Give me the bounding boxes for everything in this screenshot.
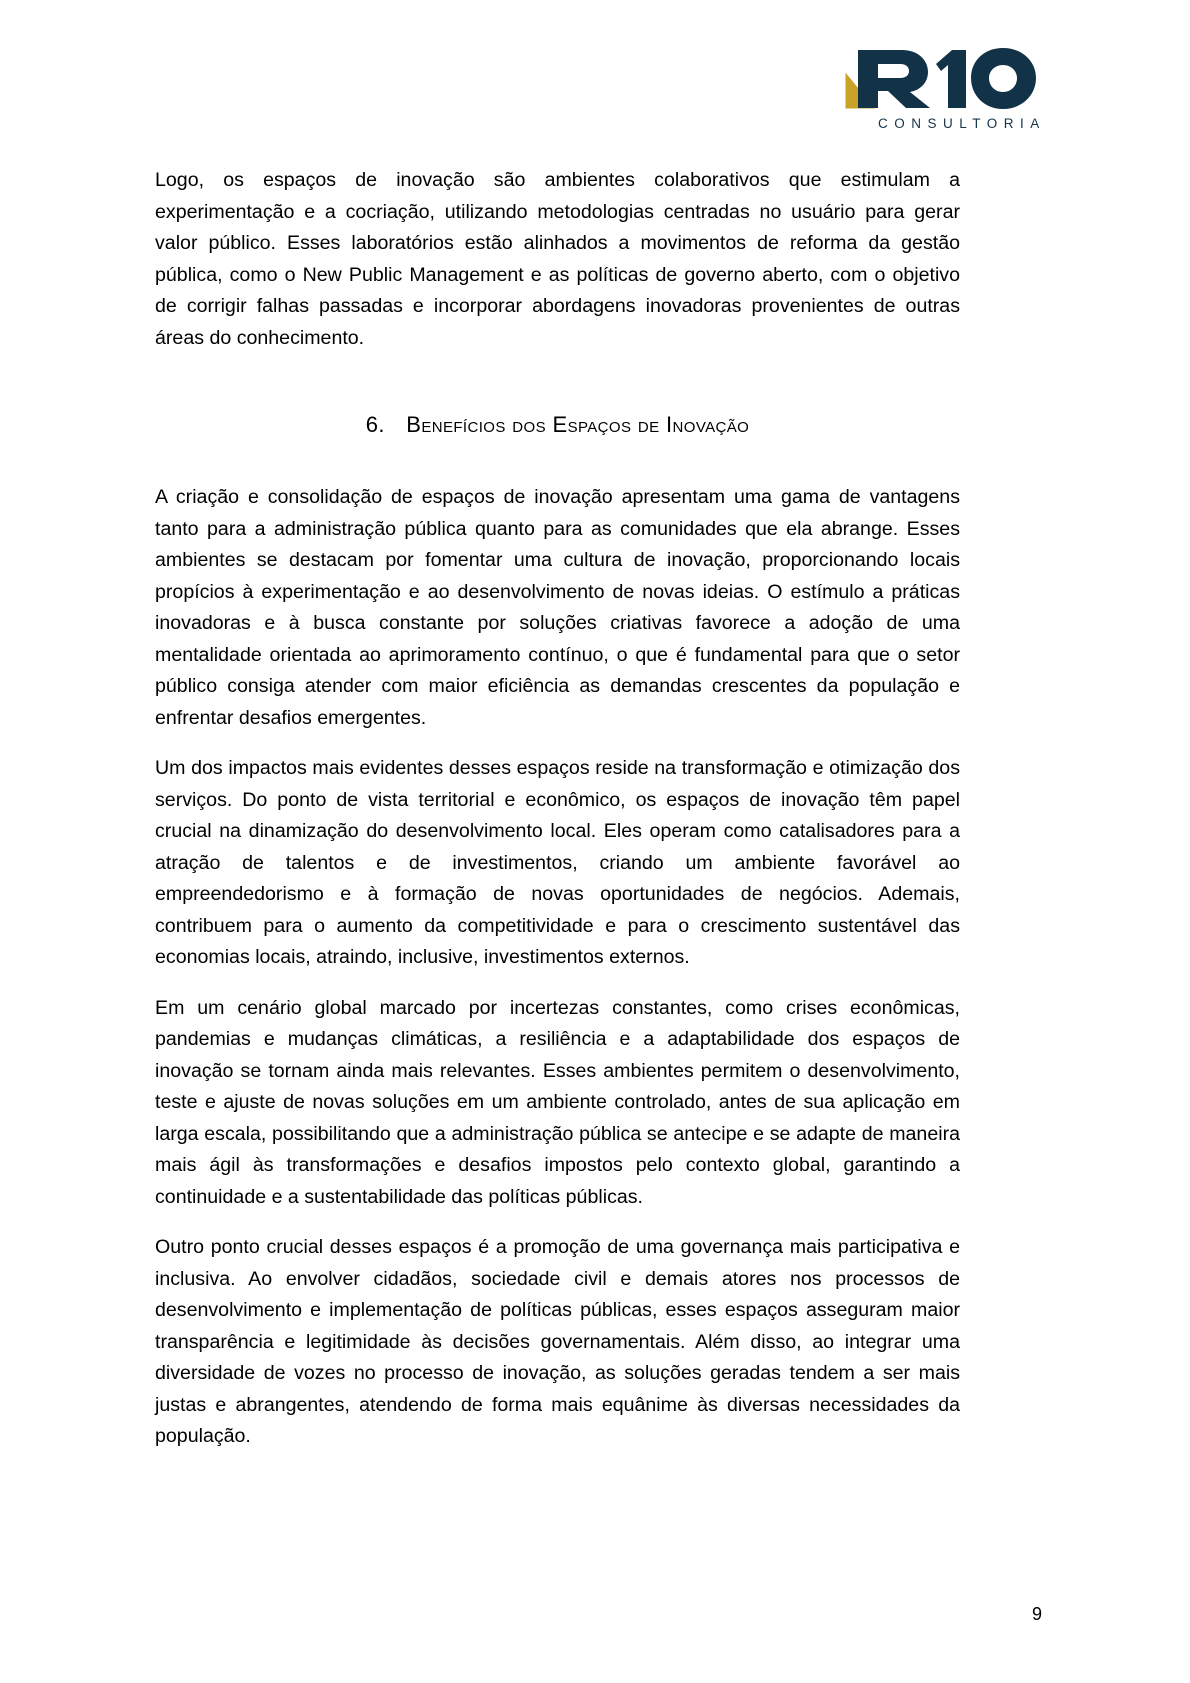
r10-logo-icon [840,44,1040,114]
section-number: 6. [365,412,385,437]
page-number: 9 [1031,1604,1042,1624]
page-content [155,165,960,1472]
section-heading-line [155,412,960,438]
page-header [832,38,1046,143]
r10-consultoria-logo [832,38,1046,143]
paragraph-4: Outro ponto crucial desses espaços é a promoção de uma governança mais participativa e inclusiva. Ao envolver cidadãos, sociedade civil e demais atores nos processos de desenvolvimento e implementação de políticas públicas, esses espaços asseguram maior transparência e legitimidade às decisões governamentais. Além disso, ao integrar uma diversidade de vozes no processo de inovação, as soluções geradas tendem a ser mais justas e abrangentes, atendendo de forma mais equânime às diversas necessidades da população. [155,1236,960,1447]
section-heading [155,392,960,438]
paragraph-1: A criação e consolidação de espaços de inovação apresentam uma gama de vantagens tanto para a administração pública quanto para as comunidades que ela abrange. Esses ambientes se destacam por fomentar uma cultura de inovação, proporcionando locais propícios à experimentação e ao desenvolvimento de novas ideias. O estímulo a práticas inovadoras e à busca constante por soluções criativas favorece a adoção de uma mentalidade orientada ao aprimoramento contínuo, o que é fundamental para que o setor público consiga atender com maior eficiência as demandas crescentes da população e enfrentar desafios emergentes. [155,486,960,729]
paragraph-3: Em um cenário global marcado por incertezas constantes, como crises econômicas, pandemias e mudanças climáticas, a resiliência e a adaptabilidade dos espaços de inovação se tornam ainda mais relevantes. Esses ambientes permitem o desenvolvimento, teste e ajuste de novas soluções em um ambiente controlado, antes de sua aplicação em larga escala, possibilitando que a administração pública se antecipe e se adapte de maneira mais ágil às transformações e desafios impostos pelo contexto global, garantindo a continuidade e a sustentabilidade das políticas públicas. [155,996,960,1208]
logo-subtitle: CONSULTORIA [878,116,1046,131]
paragraph-2: Um dos impactos mais evidentes desses espaços reside na transformação e otimização dos serviços. Do ponto de vista territorial e econômico, os espaços de inovação têm papel crucial na dinamização do desenvolvimento local. Eles operam como catalisadores para a atração de talentos e de investimentos, criando um ambiente favorável ao empreendedorismo e à formação de novas oportunidades de negócios. Ademais, contribuem para o aumento da competitividade e para o crescimento sustentável das economias locais, atraindo, inclusive, investimentos externos. [155,757,960,968]
paragraph-intro: Logo, os espaços de inovação são ambientes colaborativos que estimulam a experimentação e a cocriação, utilizando metodologias centradas no usuário para gerar valor público. Esses laboratórios estão alinhados a movimentos de reforma da gestão pública, como o New Public Management e as políticas de governo aberto, com o objetivo de corrigir falhas passadas e incorporar abordagens inovadoras provenientes de outras áreas do conhecimento. [155,169,960,349]
section-title: Benefícios dos Espaços de Inovação [406,412,750,437]
section-heading-inner [366,412,750,438]
